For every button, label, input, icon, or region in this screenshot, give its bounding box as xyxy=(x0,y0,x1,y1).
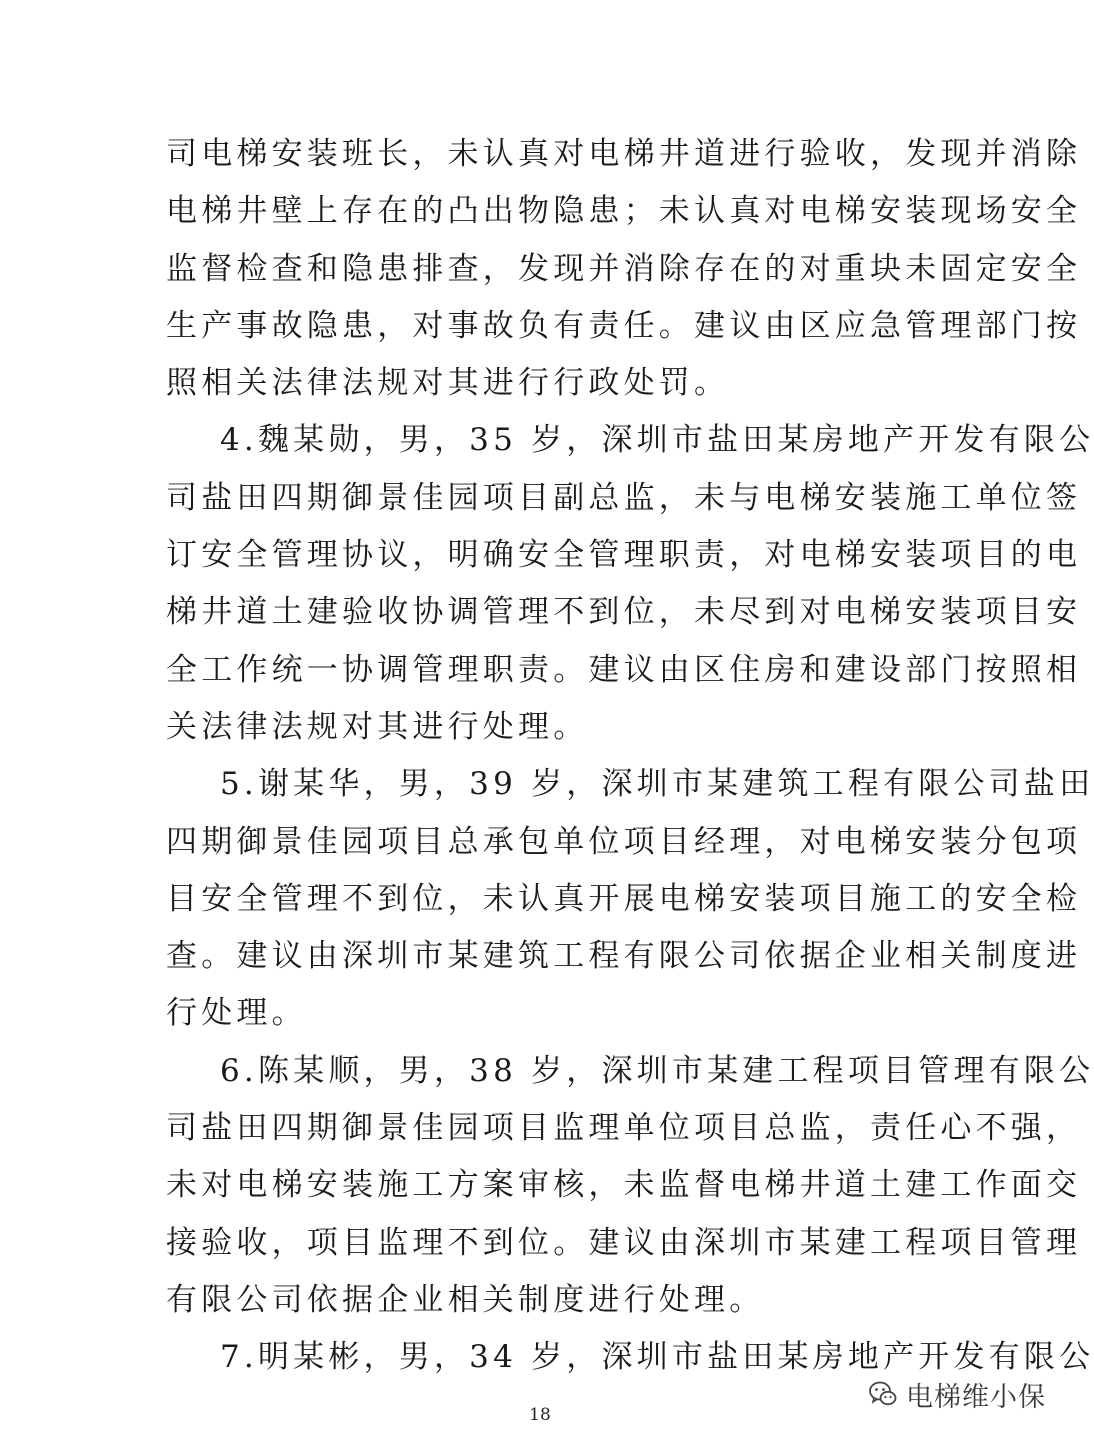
page-number: 18 xyxy=(529,1405,551,1425)
text-line: 电梯井壁上存在的凸出物隐患；未认真对电梯安装现场安全 xyxy=(166,193,1082,230)
text-line: 接验收，项目监理不到位。建议由深圳市某建工程项目管理 xyxy=(166,1224,1082,1261)
text-line: 行处理。 xyxy=(166,995,307,1032)
text-line: 6.陈某顺，男，38 岁，深圳市某建工程项目管理有限公 xyxy=(220,1052,1094,1089)
text-line: 订安全管理协议，明确安全管理职责，对电梯安装项目的电 xyxy=(166,537,1082,574)
text-line: 生产事故隐患，对事故负有责任。建议由区应急管理部门按 xyxy=(166,307,1082,344)
text-line: 4.魏某勋，男，35 岁，深圳市盐田某房地产开发有限公 xyxy=(220,422,1094,459)
text-line: 7.明某彬，男，34 岁，深圳市盐田某房地产开发有限公 xyxy=(220,1339,1094,1376)
text-line: 照相关法律法规对其进行行政处罚。 xyxy=(166,365,730,402)
text-line: 5.谢某华，男，39 岁，深圳市某建筑工程有限公司盐田 xyxy=(220,766,1094,803)
text-line: 全工作统一协调管理职责。建议由区住房和建设部门按照相 xyxy=(166,651,1082,688)
text-line: 目安全管理不到位，未认真开展电梯安装项目施工的安全检 xyxy=(166,880,1082,917)
text-line: 关法律法规对其进行处理。 xyxy=(166,708,589,745)
text-line: 未对电梯安装施工方案审核，未监督电梯井道土建工作面交 xyxy=(166,1167,1082,1204)
text-line: 司电梯安装班长，未认真对电梯井道进行验收，发现并消除 xyxy=(166,136,1082,172)
text-line: 监督检查和隐患排查，发现并消除存在的对重块未固定安全 xyxy=(166,250,1082,287)
body-text xyxy=(166,126,1094,1387)
text-line: 司盐田四期御景佳园项目副总监，未与电梯安装施工单位签 xyxy=(166,479,1082,516)
text-line: 梯井道土建验收协调管理不到位，未尽到对电梯安装项目安 xyxy=(166,594,1082,631)
text-line: 查。建议由深圳市某建筑工程有限公司依据企业相关制度进 xyxy=(166,938,1082,975)
text-line: 有限公司依据企业相关制度进行处理。 xyxy=(166,1281,765,1318)
text-line: 司盐田四期御景佳园项目监理单位项目总监，责任心不强， xyxy=(166,1110,1082,1147)
text-line: 四期御景佳园项目总承包单位项目经理，对电梯安装分包项 xyxy=(166,823,1082,860)
wechat-icon xyxy=(868,1379,898,1409)
watermark xyxy=(868,1372,1046,1416)
watermark-text: 电梯维小保 xyxy=(906,1381,1046,1413)
